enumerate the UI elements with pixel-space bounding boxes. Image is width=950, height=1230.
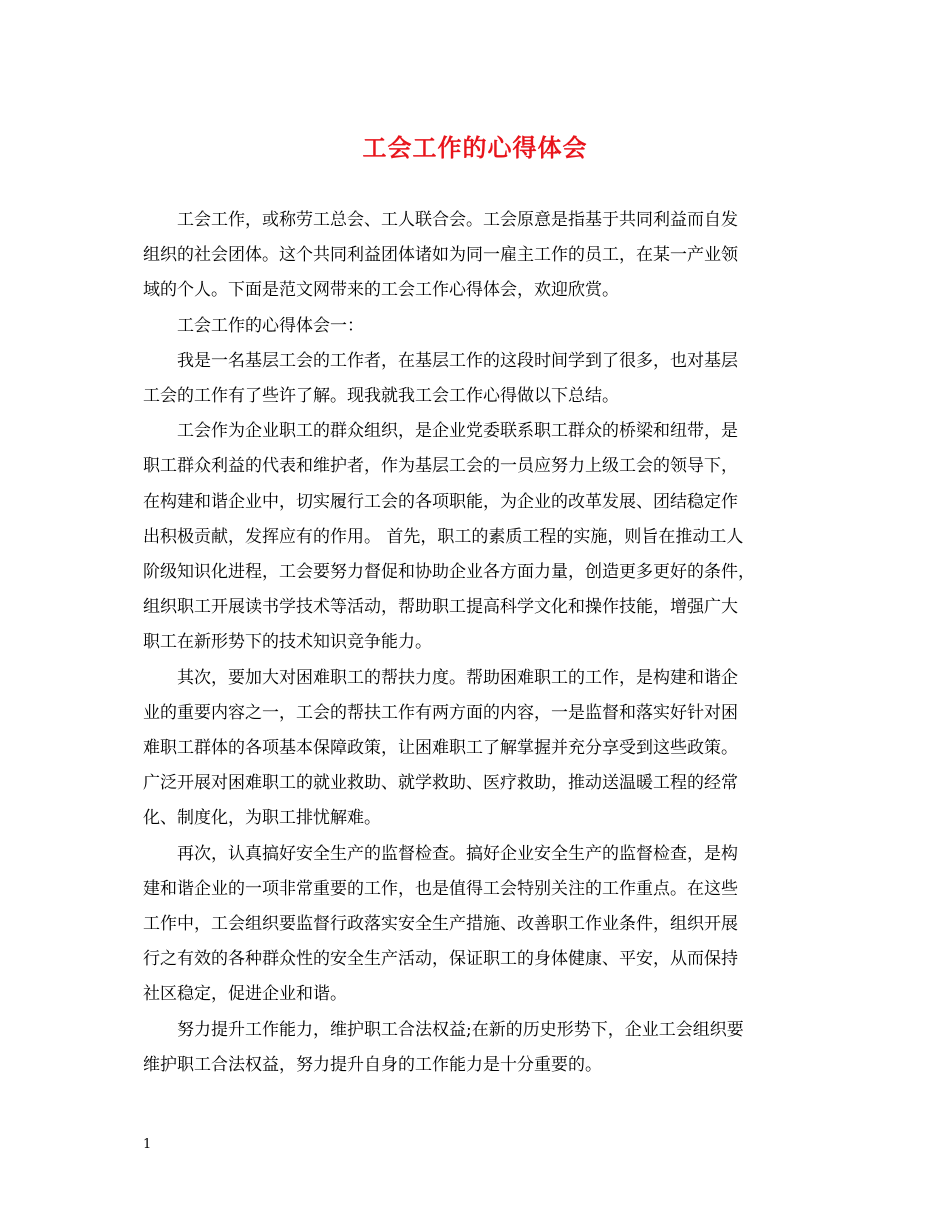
text-line: 工会作为企业职工的群众组织，是企业党委联系职工群众的桥梁和纽带，是 bbox=[177, 421, 738, 442]
paragraph bbox=[143, 1013, 823, 1083]
text-line: 在构建和谐企业中，切实履行工会的各项职能，为企业的改革发展、团结稳定作 bbox=[143, 491, 738, 512]
text-line: 难职工群体的各项基本保障政策，让困难职工了解掌握并充分享受到这些政策。 bbox=[143, 738, 738, 759]
paragraph bbox=[143, 344, 823, 414]
text-line: 组织职工开展读书学技术等活动，帮助职工提高科学文化和操作技能，增强广大 bbox=[143, 597, 738, 618]
text-line: 努力提升工作能力，维护职工合法权益;在新的历史形势下，企业工会组织要 bbox=[177, 1019, 744, 1040]
document-body bbox=[143, 203, 823, 1083]
paragraph bbox=[143, 414, 823, 660]
text-line: 职工在新形势下的技术知识竞争能力。 bbox=[143, 632, 432, 653]
text-line: 业的重要内容之一，工会的帮扶工作有两方面的内容，一是监督和落实好针对困 bbox=[143, 702, 738, 723]
section-heading-paragraph bbox=[143, 309, 823, 344]
text-line: 出积极贡献，发挥应有的作用。 首先，职工的素质工程的实施，则旨在推动工人 bbox=[143, 526, 744, 547]
text-line: 再次，认真搞好安全生产的监督检查。搞好企业安全生产的监督检查，是构 bbox=[177, 843, 738, 864]
text-line: 工作中，工会组织要监督行政落实安全生产措施、改善职工作业条件，组织开展 bbox=[143, 914, 738, 935]
text-line: 工会工作的心得体会一： bbox=[177, 315, 364, 336]
text-line: 职工群众利益的代表和维护者，作为基层工会的一员应努力上级工会的领导下， bbox=[143, 456, 738, 477]
paragraph bbox=[143, 661, 823, 837]
text-line: 行之有效的各种群众性的安全生产活动，保证职工的身体健康、平安，从而保持 bbox=[143, 949, 738, 970]
paragraph bbox=[143, 837, 823, 1013]
document-title: 工会工作的心得体会 bbox=[362, 133, 588, 162]
paragraph bbox=[143, 203, 823, 309]
text-line: 广泛开展对困难职工的就业救助、就学救助、医疗救助，推动送温暖工程的经常 bbox=[143, 773, 738, 794]
text-line: 社区稳定，促进企业和谐。 bbox=[143, 984, 347, 1005]
text-line: 维护职工合法权益，努力提升自身的工作能力是十分重要的。 bbox=[143, 1054, 602, 1075]
text-line: 建和谐企业的一项非常重要的工作，也是值得工会特别关注的工作重点。在这些 bbox=[143, 878, 738, 899]
text-line: 组织的社会团体。这个共同利益团体诸如为同一雇主工作的员工，在某一产业领 bbox=[143, 245, 738, 266]
text-line: 其次，要加大对困难职工的帮扶力度。帮助困难职工的工作，是构建和谐企 bbox=[177, 667, 738, 688]
text-line: 工会的工作有了些许了解。现我就我工会工作心得做以下总结。 bbox=[143, 386, 619, 407]
text-line: 我是一名基层工会的工作者，在基层工作的这段时间学到了很多，也对基层 bbox=[177, 350, 738, 371]
text-line: 阶级知识化进程，工会要努力督促和协助企业各方面力量，创造更多更好的条件， bbox=[143, 562, 755, 583]
text-line: 域的个人。下面是范文网带来的工会工作心得体会，欢迎欣赏。 bbox=[143, 280, 619, 301]
text-line: 化、制度化，为职工排忧解难。 bbox=[143, 808, 381, 829]
text-line: 工会工作，或称劳工总会、工人联合会。工会原意是指基于共同利益而自发 bbox=[177, 210, 738, 230]
page-number: 1 bbox=[143, 1137, 152, 1152]
